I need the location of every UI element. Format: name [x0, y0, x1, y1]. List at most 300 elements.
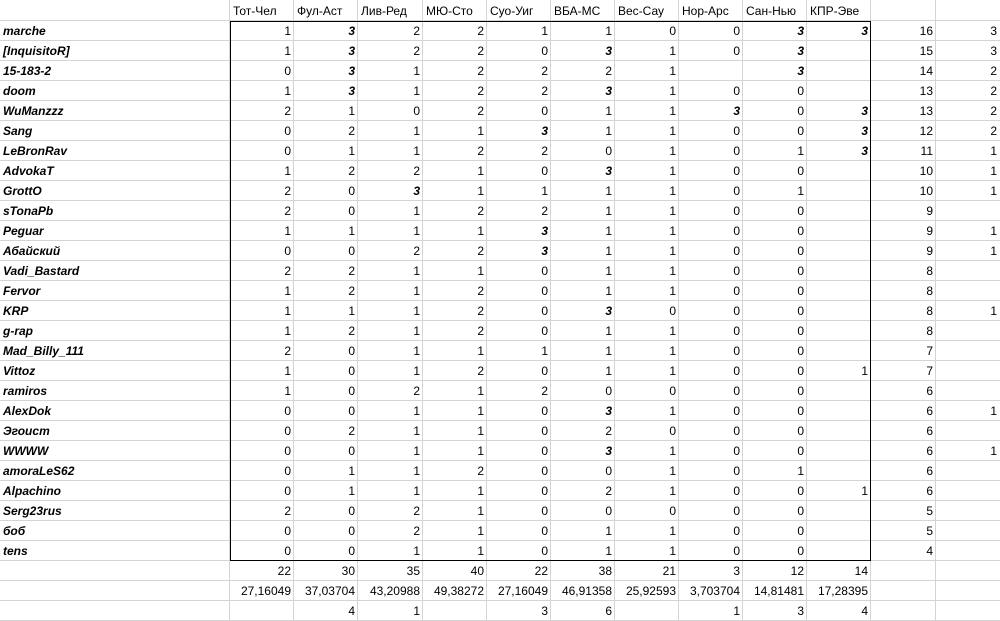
score-cell[interactable]: 1 — [477, 544, 484, 558]
score-cell[interactable]: 1 — [477, 124, 484, 138]
total-cell[interactable]: 12 — [919, 124, 933, 138]
score-cell[interactable]: 0 — [733, 264, 740, 278]
score-cell[interactable] — [807, 421, 871, 441]
score-cell[interactable] — [807, 541, 871, 561]
extra-cell[interactable]: 3 — [990, 24, 997, 38]
score-cell[interactable]: 0 — [541, 44, 548, 58]
player-name-cell[interactable]: tens — [3, 544, 28, 558]
extra-cell[interactable] — [936, 361, 1000, 381]
score-cell[interactable]: 0 — [797, 364, 804, 378]
score-cell[interactable]: 0 — [348, 504, 355, 518]
total-cell[interactable]: 9 — [926, 244, 933, 258]
score-cell[interactable]: 2 — [477, 244, 484, 258]
score-cell[interactable]: 1 — [348, 224, 355, 238]
score-cell[interactable]: 0 — [541, 444, 548, 458]
score-cell[interactable]: 0 — [797, 484, 804, 498]
score-cell[interactable]: 1 — [797, 184, 804, 198]
score-cell[interactable]: 1 — [541, 344, 548, 358]
score-cell[interactable]: 2 — [541, 84, 548, 98]
score-cell[interactable]: 0 — [733, 344, 740, 358]
score-cell[interactable]: 2 — [284, 104, 291, 118]
score-cell[interactable]: 1 — [477, 524, 484, 538]
score-cell[interactable]: 1 — [348, 304, 355, 318]
score-cell[interactable]: 0 — [541, 424, 548, 438]
score-cell[interactable]: 1 — [477, 504, 484, 518]
score-cell[interactable]: 1 — [669, 64, 676, 78]
column-header-cell[interactable]: Вес-Сау — [618, 4, 665, 18]
column-header-cell[interactable]: Сан-Нью — [746, 4, 797, 18]
score-cell[interactable]: 2 — [348, 124, 355, 138]
score-cell[interactable]: 0 — [797, 504, 804, 518]
extra-cell[interactable] — [936, 281, 1000, 301]
score-cell[interactable]: 1 — [669, 164, 676, 178]
score-cell[interactable]: 0 — [733, 144, 740, 158]
extra-cell[interactable]: 2 — [990, 104, 997, 118]
score-cell[interactable]: 1 — [284, 224, 291, 238]
count-cell[interactable]: 3 — [797, 604, 804, 618]
player-name-cell[interactable]: WuManzzz — [3, 104, 64, 118]
count-cell[interactable]: 1 — [413, 604, 420, 618]
sum-cell[interactable]: 30 — [341, 564, 355, 578]
score-cell[interactable]: 0 — [284, 64, 291, 78]
score-cell[interactable]: 0 — [797, 404, 804, 418]
total-cell[interactable]: 13 — [919, 104, 933, 118]
total-cell[interactable]: 13 — [919, 84, 933, 98]
score-cell[interactable]: 1 — [477, 184, 484, 198]
score-cell[interactable]: 0 — [797, 84, 804, 98]
total-cell[interactable]: 11 — [920, 144, 933, 158]
score-cell[interactable]: 1 — [605, 184, 612, 198]
score-cell[interactable]: 0 — [733, 444, 740, 458]
score-cell[interactable]: 2 — [541, 144, 548, 158]
score-cell[interactable]: 0 — [541, 484, 548, 498]
sum-cell[interactable]: 3 — [733, 564, 740, 578]
score-cell[interactable]: 1 — [348, 144, 355, 158]
score-cell[interactable]: 2 — [477, 84, 484, 98]
score-cell[interactable]: 1 — [413, 404, 420, 418]
total-cell[interactable]: 10 — [919, 184, 933, 198]
total-cell[interactable]: 9 — [926, 224, 933, 238]
score-cell[interactable]: 1 — [477, 344, 484, 358]
player-name-cell[interactable]: Alpachino — [3, 484, 62, 498]
score-cell[interactable]: 3 — [861, 124, 868, 138]
score-cell[interactable]: 2 — [348, 264, 355, 278]
score-cell[interactable]: 0 — [605, 464, 612, 478]
extra-cell[interactable]: 3 — [990, 44, 997, 58]
extra-cell[interactable] — [936, 201, 1000, 221]
player-name-cell[interactable]: LeBronRav — [3, 144, 68, 158]
score-cell[interactable]: 3 — [605, 44, 612, 58]
score-cell[interactable]: 0 — [605, 144, 612, 158]
score-cell[interactable]: 1 — [284, 24, 291, 38]
score-cell[interactable]: 0 — [541, 304, 548, 318]
score-cell[interactable]: 0 — [413, 104, 420, 118]
extra-cell[interactable] — [936, 541, 1000, 561]
extra-cell[interactable] — [936, 321, 1000, 341]
score-cell[interactable]: 3 — [541, 124, 548, 138]
score-cell[interactable]: 0 — [797, 224, 804, 238]
score-cell[interactable]: 0 — [733, 464, 740, 478]
score-cell[interactable]: 0 — [797, 124, 804, 138]
score-cell[interactable]: 1 — [669, 244, 676, 258]
score-cell[interactable]: 0 — [284, 404, 291, 418]
extra-cell[interactable]: 1 — [990, 224, 997, 238]
extra-cell[interactable] — [936, 461, 1000, 481]
score-cell[interactable]: 1 — [284, 284, 291, 298]
score-cell[interactable]: 0 — [348, 444, 355, 458]
player-name-cell[interactable]: GrottO — [3, 184, 42, 198]
player-name-cell[interactable]: Peguar — [3, 224, 44, 238]
score-cell[interactable]: 2 — [541, 64, 548, 78]
score-cell[interactable]: 1 — [605, 124, 612, 138]
score-cell[interactable]: 1 — [669, 184, 676, 198]
score-cell[interactable]: 2 — [348, 424, 355, 438]
score-cell[interactable]: 0 — [733, 404, 740, 418]
score-cell[interactable]: 3 — [797, 24, 804, 38]
sum-cell[interactable]: 22 — [534, 564, 548, 578]
score-cell[interactable]: 1 — [605, 104, 612, 118]
total-cell[interactable]: 5 — [926, 524, 933, 538]
sum-cell[interactable]: 14 — [854, 564, 868, 578]
score-cell[interactable]: 0 — [605, 504, 612, 518]
score-cell[interactable] — [807, 201, 871, 221]
score-cell[interactable]: 1 — [413, 444, 420, 458]
score-cell[interactable]: 1 — [477, 384, 484, 398]
total-cell[interactable]: 8 — [926, 324, 933, 338]
score-cell[interactable]: 3 — [605, 304, 612, 318]
score-cell[interactable]: 3 — [605, 164, 612, 178]
score-cell[interactable]: 2 — [477, 284, 484, 298]
score-cell[interactable]: 0 — [733, 124, 740, 138]
extra-cell[interactable]: 1 — [990, 144, 997, 158]
extra-cell[interactable] — [936, 381, 1000, 401]
score-cell[interactable]: 0 — [733, 524, 740, 538]
extra-cell[interactable] — [936, 481, 1000, 501]
score-cell[interactable]: 1 — [477, 404, 484, 418]
score-cell[interactable]: 1 — [797, 144, 804, 158]
sum-cell[interactable]: 35 — [406, 564, 420, 578]
column-header-cell[interactable]: Фул-Аст — [297, 4, 343, 18]
extra-cell[interactable]: 1 — [990, 244, 997, 258]
player-name-cell[interactable]: KRP — [3, 304, 29, 318]
score-cell[interactable]: 1 — [861, 364, 868, 378]
score-cell[interactable]: 1 — [284, 304, 291, 318]
score-cell[interactable] — [807, 81, 871, 101]
score-cell[interactable]: 0 — [733, 164, 740, 178]
total-cell[interactable]: 6 — [926, 444, 933, 458]
score-cell[interactable]: 1 — [348, 104, 355, 118]
score-cell[interactable]: 1 — [413, 204, 420, 218]
score-cell[interactable]: 1 — [284, 164, 291, 178]
total-cell[interactable]: 8 — [926, 284, 933, 298]
score-cell[interactable]: 0 — [541, 544, 548, 558]
column-header-cell[interactable]: Суо-Уиг — [490, 4, 534, 18]
column-header-cell[interactable]: КПР-Эве — [810, 4, 860, 18]
score-cell[interactable]: 1 — [605, 24, 612, 38]
score-cell[interactable]: 0 — [669, 384, 676, 398]
score-cell[interactable] — [807, 41, 871, 61]
score-cell[interactable]: 0 — [541, 324, 548, 338]
score-cell[interactable]: 0 — [284, 484, 291, 498]
score-cell[interactable]: 1 — [797, 464, 804, 478]
column-header-cell[interactable]: Нор-Арс — [682, 4, 729, 18]
score-cell[interactable]: 1 — [413, 544, 420, 558]
total-cell[interactable]: 6 — [926, 464, 933, 478]
score-cell[interactable]: 1 — [669, 464, 676, 478]
total-cell[interactable]: 8 — [926, 264, 933, 278]
score-cell[interactable]: 0 — [348, 544, 355, 558]
score-cell[interactable]: 0 — [797, 304, 804, 318]
player-name-cell[interactable]: Vittoz — [3, 364, 36, 378]
score-cell[interactable]: 1 — [669, 124, 676, 138]
score-cell[interactable]: 3 — [861, 104, 868, 118]
score-cell[interactable]: 0 — [284, 424, 291, 438]
score-cell[interactable]: 0 — [348, 384, 355, 398]
score-cell[interactable]: 1 — [605, 324, 612, 338]
score-cell[interactable]: 1 — [413, 284, 420, 298]
score-cell[interactable]: 3 — [541, 244, 548, 258]
player-name-cell[interactable]: Mad_Billy_111 — [3, 344, 84, 358]
score-cell[interactable]: 2 — [348, 164, 355, 178]
score-cell[interactable]: 1 — [541, 184, 548, 198]
score-cell[interactable]: 0 — [669, 24, 676, 38]
score-cell[interactable]: 1 — [605, 544, 612, 558]
score-cell[interactable]: 3 — [413, 184, 420, 198]
score-cell[interactable]: 2 — [477, 324, 484, 338]
score-cell[interactable] — [807, 241, 871, 261]
score-cell[interactable]: 1 — [669, 524, 676, 538]
score-cell[interactable] — [679, 61, 743, 81]
score-cell[interactable]: 3 — [797, 44, 804, 58]
score-cell[interactable]: 0 — [733, 304, 740, 318]
score-cell[interactable]: 0 — [733, 364, 740, 378]
score-cell[interactable]: 1 — [605, 204, 612, 218]
score-cell[interactable]: 1 — [541, 24, 548, 38]
score-cell[interactable]: 2 — [541, 204, 548, 218]
score-cell[interactable]: 1 — [669, 544, 676, 558]
score-cell[interactable]: 0 — [284, 124, 291, 138]
score-cell[interactable]: 1 — [284, 324, 291, 338]
score-cell[interactable]: 0 — [797, 284, 804, 298]
player-name-cell[interactable]: [InquisitoR] — [3, 44, 70, 58]
score-cell[interactable]: 1 — [669, 444, 676, 458]
score-cell[interactable]: 0 — [733, 424, 740, 438]
score-cell[interactable] — [807, 261, 871, 281]
total-cell[interactable]: 6 — [926, 484, 933, 498]
percent-cell[interactable]: 43,20988 — [369, 584, 420, 598]
score-cell[interactable]: 0 — [733, 204, 740, 218]
score-cell[interactable]: 1 — [605, 224, 612, 238]
score-cell[interactable]: 1 — [413, 304, 420, 318]
score-cell[interactable]: 2 — [413, 24, 420, 38]
total-cell[interactable]: 7 — [926, 344, 933, 358]
total-cell[interactable]: 15 — [919, 44, 933, 58]
score-cell[interactable]: 0 — [348, 524, 355, 538]
score-cell[interactable]: 1 — [413, 484, 420, 498]
score-cell[interactable] — [807, 281, 871, 301]
extra-cell[interactable]: 1 — [990, 404, 997, 418]
score-cell[interactable]: 3 — [861, 24, 868, 38]
percent-cell[interactable]: 49,38272 — [433, 584, 484, 598]
score-cell[interactable]: 0 — [348, 184, 355, 198]
percent-cell[interactable]: 3,703704 — [689, 584, 740, 598]
sum-cell[interactable]: 12 — [790, 564, 804, 578]
score-cell[interactable]: 0 — [733, 504, 740, 518]
score-cell[interactable]: 2 — [413, 524, 420, 538]
score-cell[interactable]: 1 — [669, 144, 676, 158]
score-cell[interactable]: 2 — [477, 304, 484, 318]
score-cell[interactable] — [807, 301, 871, 321]
total-cell[interactable]: 6 — [926, 424, 933, 438]
score-cell[interactable]: 0 — [797, 204, 804, 218]
score-cell[interactable]: 1 — [669, 84, 676, 98]
score-cell[interactable]: 0 — [733, 184, 740, 198]
score-cell[interactable]: 1 — [669, 344, 676, 358]
score-cell[interactable]: 2 — [413, 504, 420, 518]
total-cell[interactable]: 4 — [926, 544, 933, 558]
score-cell[interactable]: 2 — [477, 24, 484, 38]
percent-cell[interactable]: 25,92593 — [625, 584, 676, 598]
score-cell[interactable]: 0 — [284, 244, 291, 258]
score-cell[interactable]: 0 — [541, 464, 548, 478]
score-cell[interactable]: 0 — [284, 144, 291, 158]
player-name-cell[interactable]: Serg23rus — [3, 504, 62, 518]
score-cell[interactable]: 1 — [413, 344, 420, 358]
score-cell[interactable]: 1 — [477, 444, 484, 458]
score-cell[interactable]: 0 — [669, 504, 676, 518]
score-cell[interactable]: 0 — [797, 104, 804, 118]
score-cell[interactable] — [807, 501, 871, 521]
score-cell[interactable]: 1 — [413, 84, 420, 98]
score-cell[interactable]: 1 — [669, 324, 676, 338]
score-cell[interactable]: 2 — [477, 364, 484, 378]
score-cell[interactable]: 0 — [541, 524, 548, 538]
score-cell[interactable]: 2 — [477, 44, 484, 58]
score-cell[interactable]: 2 — [413, 44, 420, 58]
score-cell[interactable]: 1 — [605, 264, 612, 278]
score-cell[interactable] — [807, 461, 871, 481]
player-name-cell[interactable]: Fervor — [3, 284, 41, 298]
score-cell[interactable]: 0 — [733, 224, 740, 238]
player-name-cell[interactable]: Sang — [3, 124, 33, 138]
score-cell[interactable]: 2 — [413, 384, 420, 398]
score-cell[interactable] — [807, 441, 871, 461]
score-cell[interactable]: 2 — [541, 384, 548, 398]
column-header-cell[interactable]: ВБА-МС — [554, 4, 601, 18]
score-cell[interactable] — [807, 161, 871, 181]
score-cell[interactable]: 3 — [733, 104, 740, 118]
score-cell[interactable]: 0 — [284, 524, 291, 538]
score-cell[interactable]: 0 — [733, 84, 740, 98]
count-cell[interactable] — [423, 601, 487, 621]
percent-cell[interactable]: 17,28395 — [817, 584, 868, 598]
extra-cell[interactable]: 1 — [990, 184, 997, 198]
score-cell[interactable] — [807, 401, 871, 421]
total-cell[interactable]: 7 — [926, 364, 933, 378]
score-cell[interactable]: 0 — [348, 244, 355, 258]
score-cell[interactable]: 1 — [477, 484, 484, 498]
total-cell[interactable]: 8 — [926, 304, 933, 318]
score-cell[interactable]: 3 — [797, 64, 804, 78]
score-cell[interactable]: 1 — [477, 164, 484, 178]
score-cell[interactable]: 2 — [413, 244, 420, 258]
score-cell[interactable]: 2 — [477, 464, 484, 478]
score-cell[interactable]: 1 — [477, 424, 484, 438]
sum-cell[interactable]: 40 — [470, 564, 484, 578]
count-cell[interactable] — [615, 601, 679, 621]
score-cell[interactable]: 3 — [348, 24, 355, 38]
score-cell[interactable]: 1 — [413, 144, 420, 158]
score-cell[interactable]: 0 — [733, 24, 740, 38]
count-cell[interactable]: 4 — [861, 604, 868, 618]
score-cell[interactable]: 0 — [797, 164, 804, 178]
score-cell[interactable] — [807, 381, 871, 401]
extra-cell[interactable]: 1 — [990, 444, 997, 458]
extra-cell[interactable]: 2 — [990, 84, 997, 98]
score-cell[interactable]: 1 — [413, 424, 420, 438]
percent-cell[interactable]: 46,91358 — [561, 584, 612, 598]
percent-cell[interactable]: 14,81481 — [753, 584, 804, 598]
extra-cell[interactable]: 1 — [990, 304, 997, 318]
score-cell[interactable]: 0 — [733, 384, 740, 398]
score-cell[interactable]: 0 — [669, 424, 676, 438]
total-cell[interactable]: 10 — [919, 164, 933, 178]
score-cell[interactable]: 3 — [348, 64, 355, 78]
player-name-cell[interactable]: g-rap — [3, 324, 33, 338]
score-cell[interactable]: 0 — [348, 204, 355, 218]
percent-cell[interactable]: 27,16049 — [497, 584, 548, 598]
extra-cell[interactable]: 1 — [990, 164, 997, 178]
score-cell[interactable]: 0 — [541, 404, 548, 418]
player-name-cell[interactable]: боб — [3, 524, 26, 538]
sum-cell[interactable]: 38 — [598, 564, 612, 578]
score-cell[interactable]: 3 — [605, 84, 612, 98]
total-cell[interactable]: 6 — [926, 404, 933, 418]
score-cell[interactable]: 1 — [413, 364, 420, 378]
score-cell[interactable]: 0 — [733, 44, 740, 58]
score-cell[interactable]: 0 — [733, 544, 740, 558]
score-cell[interactable]: 1 — [348, 464, 355, 478]
extra-cell[interactable] — [936, 261, 1000, 281]
score-cell[interactable]: 1 — [413, 64, 420, 78]
score-cell[interactable]: 0 — [541, 164, 548, 178]
score-cell[interactable]: 3 — [348, 44, 355, 58]
score-cell[interactable]: 1 — [413, 464, 420, 478]
score-cell[interactable]: 2 — [284, 344, 291, 358]
score-cell[interactable]: 0 — [605, 384, 612, 398]
score-cell[interactable]: 0 — [541, 284, 548, 298]
score-cell[interactable]: 0 — [797, 324, 804, 338]
player-name-cell[interactable]: Эгоист — [3, 424, 50, 438]
score-cell[interactable]: 1 — [669, 44, 676, 58]
total-cell[interactable]: 5 — [926, 504, 933, 518]
total-cell[interactable]: 14 — [919, 64, 933, 78]
total-cell[interactable]: 6 — [926, 384, 933, 398]
score-cell[interactable]: 0 — [797, 344, 804, 358]
score-cell[interactable]: 0 — [797, 244, 804, 258]
score-cell[interactable]: 1 — [861, 484, 868, 498]
extra-cell[interactable]: 2 — [990, 64, 997, 78]
player-name-cell[interactable]: doom — [3, 84, 36, 98]
score-cell[interactable]: 1 — [669, 204, 676, 218]
column-header-cell[interactable]: Лив-Ред — [361, 4, 407, 18]
score-cell[interactable]: 1 — [669, 404, 676, 418]
score-cell[interactable]: 0 — [797, 524, 804, 538]
player-name-cell[interactable]: AlexDok — [3, 404, 52, 418]
column-header-cell[interactable]: Тот-Чел — [233, 4, 277, 18]
score-cell[interactable] — [807, 341, 871, 361]
score-cell[interactable]: 2 — [348, 324, 355, 338]
